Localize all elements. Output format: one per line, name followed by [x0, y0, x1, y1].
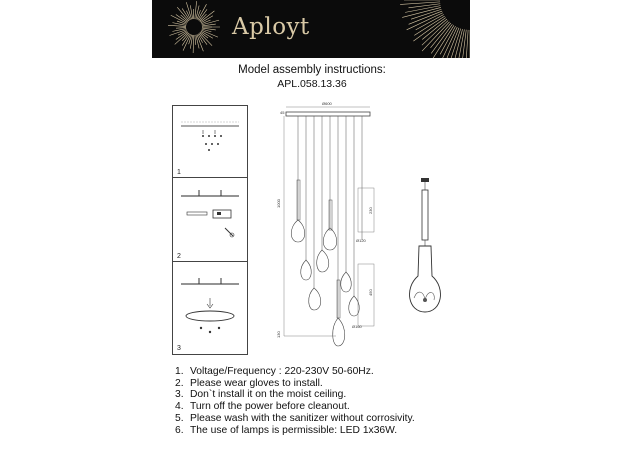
brand-name: Aployt — [232, 14, 310, 40]
instruction-item — [175, 413, 615, 425]
step-panel-1 — [172, 105, 248, 179]
dim-shade-diameter-small: Ø120 — [356, 238, 366, 243]
dim-height: 1000 — [276, 199, 281, 208]
step-panel-3 — [172, 261, 248, 355]
page-title: Model assembly instructions: — [238, 64, 386, 76]
instruction-item — [175, 401, 615, 413]
step-number: 1 — [177, 169, 181, 176]
canopy-attach-drawing — [173, 262, 247, 354]
step-number: 3 — [177, 345, 181, 352]
brand-banner — [152, 0, 470, 58]
dim-shade-height: 230 — [368, 207, 373, 214]
bracket-install-drawing — [173, 178, 247, 262]
instruction-number: 5. — [175, 412, 184, 424]
instruction-item — [175, 425, 615, 437]
model-number: APL.058.13.36 — [277, 78, 347, 90]
ceiling-mount-drawing — [173, 106, 247, 178]
instructions-list — [175, 366, 615, 436]
dim-shade-diameter-large: Ø160 — [352, 324, 362, 329]
dim-bottom: 130 — [276, 331, 281, 338]
dim-shade-height-large: 450 — [368, 289, 373, 296]
instruction-text: Please wash with the sanitizer without corrosivity. — [190, 412, 415, 424]
sunburst-logo-icon — [152, 0, 470, 58]
instruction-item — [175, 389, 615, 401]
step-panel-2 — [172, 177, 248, 263]
instruction-item — [175, 366, 615, 378]
instruction-number: 2. — [175, 377, 184, 389]
instruction-text: Don`t install it on the moist ceiling. — [190, 389, 347, 401]
dim-canopy: Ø600 — [322, 101, 332, 106]
instruction-number: 6. — [175, 424, 184, 436]
instruction-number: 3. — [175, 389, 184, 401]
step-number: 2 — [177, 253, 181, 260]
chandelier-dimension-drawing — [276, 100, 396, 362]
instruction-text: Voltage/Frequency : 220-230V 50-60Hz. — [190, 366, 374, 377]
instruction-number: 1. — [175, 366, 184, 377]
instruction-text: Turn off the power before cleanout. — [190, 401, 350, 413]
instruction-item — [175, 378, 615, 390]
instruction-text: The use of lamps is permissible: LED 1x36W. — [190, 424, 398, 436]
instruction-number: 4. — [175, 401, 184, 413]
dim-top: 45 — [280, 110, 285, 115]
pendant-detail-drawing — [402, 176, 450, 326]
instruction-text: Please wear gloves to install. — [190, 377, 323, 389]
